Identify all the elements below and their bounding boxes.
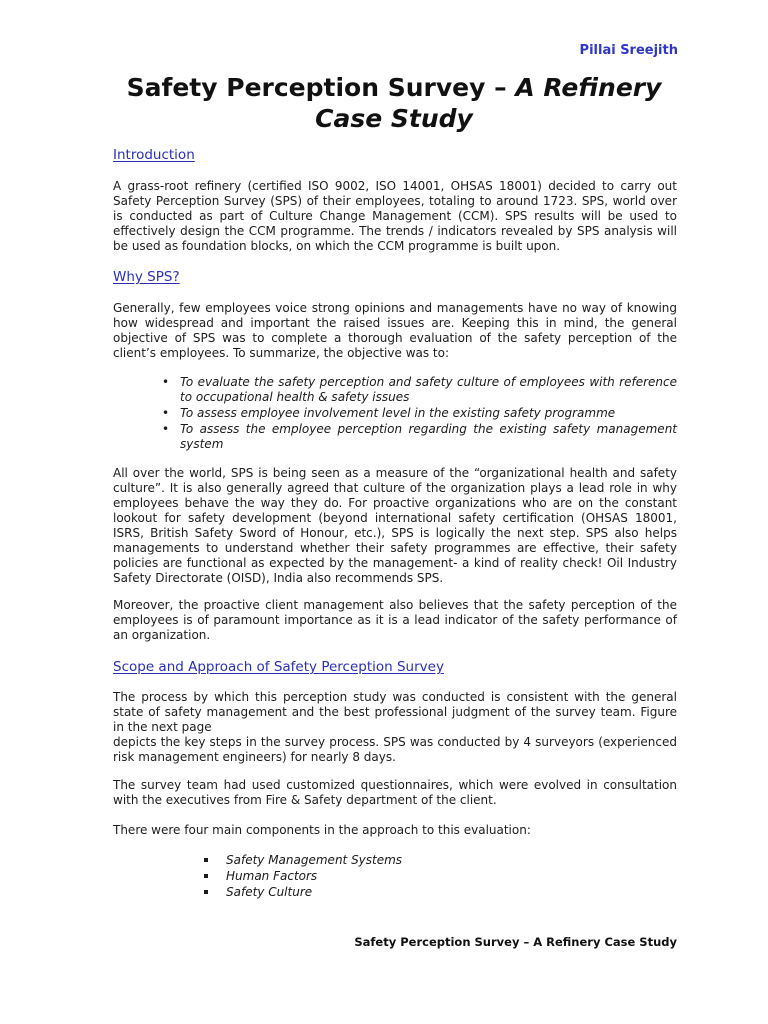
component-text: Safety Culture bbox=[226, 885, 313, 899]
questionnaire-paragraph bbox=[113, 778, 677, 808]
objective-text: To assess the employee perception regarding the existing safety management system bbox=[180, 422, 677, 451]
square-bullet-icon bbox=[204, 874, 208, 878]
heading-why-sps: Why SPS? bbox=[113, 269, 180, 285]
list-item bbox=[204, 884, 402, 900]
bullet-icon: • bbox=[162, 375, 170, 389]
process-paragraph bbox=[113, 690, 677, 765]
process-text-b: depicts the key steps in the survey process. SPS was conducted by 4 surveyors (experienced risk management engineers) for nearly 8 days. bbox=[113, 735, 677, 764]
why-sps-text: Generally, few employees voice strong opinions and managements have no way of knowing how widespread and important the raised issues are. Keeping this in mind, the general objective of SPS was to complete a thorough evaluation of the safety perception of the client’s employees. To summarize, the objective was to: bbox=[113, 301, 677, 360]
sps-worldwide-paragraph bbox=[113, 466, 677, 586]
list-item bbox=[204, 868, 402, 884]
author-name: Pillai Sreejith bbox=[579, 43, 678, 58]
list-item bbox=[162, 406, 677, 421]
components-intro-paragraph bbox=[113, 823, 677, 838]
management-belief-text: Moreover, the proactive client management also believes that the safety perception of the employees is of paramount importance as it is a lead indicator of the safety performance of an organization. bbox=[113, 598, 677, 642]
bullet-icon: • bbox=[162, 422, 170, 436]
component-text: Human Factors bbox=[226, 869, 318, 883]
objectives-list bbox=[162, 375, 677, 453]
title-italic: A Refinery Case Study bbox=[315, 73, 662, 133]
bullet-icon: • bbox=[162, 406, 170, 420]
components-intro-text: There were four main components in the approach to this evaluation: bbox=[113, 823, 531, 837]
square-bullet-icon bbox=[204, 890, 208, 894]
component-text: Safety Management Systems bbox=[226, 853, 403, 867]
list-item bbox=[204, 852, 402, 868]
process-text-a: The process by which this perception study was conducted is consistent with the general state of safety management and the best professional judgment of the survey team. Figure in the next page bbox=[113, 690, 677, 734]
page-title bbox=[100, 72, 688, 134]
questionnaire-text: The survey team had used customized questionnaires, which were evolved in consultation with the executives from Fire & Safety department of the client. bbox=[113, 778, 677, 807]
heading-scope-approach: Scope and Approach of Safety Perception Survey bbox=[113, 659, 444, 675]
page-footer: Safety Perception Survey – A Refinery Case Study bbox=[354, 935, 677, 949]
why-sps-paragraph bbox=[113, 301, 677, 361]
list-item bbox=[162, 375, 677, 405]
introduction-paragraph bbox=[113, 179, 677, 254]
sps-worldwide-text: All over the world, SPS is being seen as a measure of the “organizational health and safety culture”. It is also generally agreed that culture of the organization plays a lead role in why employees behave the way they do. For proactive organizations who are on the constant lookout for safety development (beyond international safety certification (OHSAS 18001, ISRS, British Safety Sword of Honour, etc.), SPS is logically the next step. SPS also helps managements to understand whether their safety programmes are effective, their safety policies are functional as expected by the management- a kind of reality check! Oil Industry Safety Directorate (OISD), India also recommends SPS. bbox=[113, 466, 677, 585]
title-main: Safety Perception Survey – bbox=[126, 73, 516, 102]
objective-text: To evaluate the safety perception and safety culture of employees with reference to occupational health & safety issues bbox=[180, 375, 677, 404]
introduction-text: A grass-root refinery (certified ISO 9002, ISO 14001, OHSAS 18001) decided to carry out Safety Perception Survey (SPS) of their employees, totaling to around 1723. SPS, world over is conducted as part of Culture Change Management (CCM). SPS results will be used to effectively design the CCM programme. The trends / indicators revealed by SPS analysis will be used as foundation blocks, on which the CCM programme is built upon. bbox=[113, 179, 677, 253]
objective-text: To assess employee involvement level in the existing safety programme bbox=[180, 406, 616, 420]
heading-introduction: Introduction bbox=[113, 147, 195, 163]
list-item bbox=[162, 422, 677, 452]
management-belief-paragraph bbox=[113, 598, 677, 643]
components-list bbox=[204, 852, 402, 900]
square-bullet-icon bbox=[204, 858, 208, 862]
